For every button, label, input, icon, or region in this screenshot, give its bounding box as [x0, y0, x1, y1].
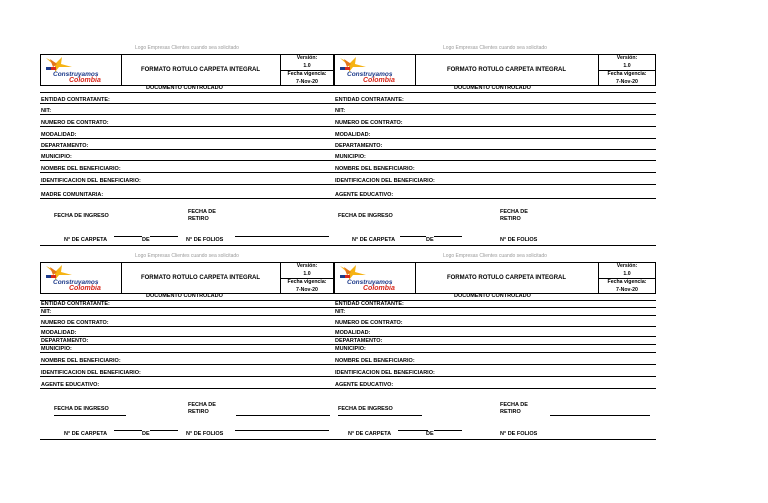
field-rows	[40, 301, 334, 389]
carpeta-label: N° DE CARPETA	[64, 237, 108, 243]
field-row[interactable]	[334, 337, 656, 345]
field-row[interactable]	[334, 327, 656, 337]
de-line[interactable]	[150, 430, 178, 431]
version-value: 1.0	[303, 62, 311, 69]
logo-word-2: Colombia	[363, 285, 395, 292]
de-label: DE	[142, 431, 150, 437]
controlled-doc-bar	[40, 294, 334, 301]
field-row[interactable]	[334, 139, 656, 150]
field-label: NIT:	[41, 108, 52, 114]
field-label: MUNICIPIO:	[41, 346, 72, 352]
field-label: MODALIDAD:	[41, 330, 77, 336]
card-header	[40, 262, 334, 294]
dates-section	[40, 199, 334, 246]
folios-line[interactable]	[235, 236, 329, 237]
logo-word-2: Colombia	[69, 77, 101, 84]
field-rows	[334, 301, 656, 389]
field-row[interactable]	[40, 327, 334, 337]
dates-section	[334, 389, 656, 440]
field-row[interactable]	[40, 365, 334, 377]
label-card	[334, 45, 656, 245]
fecha-retiro-label: FECHA DE	[500, 209, 528, 215]
field-label: NOMBRE DEL BENEFICIARIO:	[335, 166, 415, 172]
form-title: FORMATO ROTULO CARPETA INTEGRAL	[121, 55, 281, 85]
field-row[interactable]	[40, 308, 334, 316]
logo-word-1: Construyamos	[347, 71, 393, 78]
field-row[interactable]	[334, 93, 656, 104]
folios-label: N° DE FOLIOS	[500, 431, 538, 437]
field-label: DEPARTAMENTO:	[41, 143, 89, 149]
form-title: FORMATO ROTULO CARPETA INTEGRAL	[415, 55, 599, 85]
carpeta-line[interactable]	[400, 236, 426, 237]
field-label: IDENTIFICACION DEL BENEFICIARIO:	[41, 178, 141, 184]
field-label: DEPARTAMENTO:	[41, 338, 89, 344]
logo-word-1: Construyamos	[347, 279, 393, 286]
controlled-doc-label: DOCUMENTO CONTROLADO	[146, 293, 223, 299]
controlled-doc-label: DOCUMENTO CONTROLADO	[454, 293, 531, 299]
fecha-ingreso-label: FECHA DE INGRESO	[54, 213, 109, 219]
field-label: IDENTIFICACION DEL BENEFICIARIO:	[41, 370, 141, 376]
field-row[interactable]	[334, 308, 656, 316]
field-label: NIT:	[335, 309, 346, 315]
logo-word-1: Construyamos	[53, 279, 99, 286]
de-label: DE	[426, 237, 434, 243]
field-label: ENTIDAD CONTRATANTE:	[41, 301, 110, 307]
folios-label: N° DE FOLIOS	[186, 431, 224, 437]
field-label: DEPARTAMENTO:	[335, 143, 383, 149]
folios-label: N° DE FOLIOS	[500, 237, 538, 243]
fecha-retiro-label: FECHA DE	[188, 402, 216, 408]
fecha-retiro-line[interactable]	[550, 415, 650, 416]
field-label: NOMBRE DEL BENEFICIARIO:	[41, 166, 121, 172]
company-logo	[335, 55, 416, 85]
field-row[interactable]	[40, 150, 334, 161]
field-label: DEPARTAMENTO:	[335, 338, 383, 344]
client-logo-note: Logo Empresas Clientes cuando sea solicitado	[135, 253, 239, 259]
field-label: IDENTIFICACION DEL BENEFICIARIO:	[335, 178, 435, 184]
field-label: ENTIDAD CONTRATANTE:	[335, 97, 404, 103]
field-label: ENTIDAD CONTRATANTE:	[335, 301, 404, 307]
fecha-retiro-label-2: RETIRO	[500, 409, 521, 415]
field-label: AGENTE EDUCATIVO:	[41, 382, 100, 388]
field-row[interactable]	[334, 365, 656, 377]
field-label: NIT:	[41, 309, 52, 315]
field-row[interactable]	[40, 353, 334, 365]
field-row[interactable]	[40, 104, 334, 115]
field-label: MODALIDAD:	[41, 132, 77, 138]
fecha-retiro-label: FECHA DE	[188, 209, 216, 215]
de-line[interactable]	[150, 236, 178, 237]
date-value: 7-Nov-20	[296, 286, 318, 293]
carpeta-line[interactable]	[114, 236, 142, 237]
field-row[interactable]	[40, 316, 334, 327]
fecha-ingreso-line[interactable]	[338, 415, 422, 416]
carpeta-line[interactable]	[114, 430, 142, 431]
card-header	[334, 54, 656, 86]
field-label: AGENTE EDUCATIVO:	[335, 192, 394, 198]
logo-word-2: Colombia	[363, 77, 395, 84]
carpeta-label: N° DE CARPETA	[64, 431, 108, 437]
fecha-retiro-label-2: RETIRO	[188, 409, 209, 415]
field-label: NOMBRE DEL BENEFICIARIO:	[335, 358, 415, 364]
field-row[interactable]	[334, 316, 656, 327]
date-value: 7-Nov-20	[616, 78, 638, 85]
field-row[interactable]	[40, 139, 334, 150]
company-logo	[41, 55, 122, 85]
de-line[interactable]	[434, 236, 462, 237]
field-row[interactable]	[40, 377, 334, 389]
fecha-ingreso-label: FECHA DE INGRESO	[338, 406, 393, 412]
fecha-retiro-label-2: RETIRO	[500, 216, 521, 222]
version-label: Versión:	[616, 263, 638, 269]
field-row[interactable]	[40, 345, 334, 353]
version-value: 1.0	[303, 270, 311, 277]
date-value: 7-Nov-20	[616, 286, 638, 293]
field-row[interactable]	[334, 185, 656, 199]
field-label: NUMERO DE CONTRATO:	[335, 320, 403, 326]
fecha-retiro-label-2: RETIRO	[188, 216, 209, 222]
de-line[interactable]	[434, 430, 462, 431]
controlled-doc-bar	[334, 86, 656, 93]
field-rows	[40, 93, 334, 199]
carpeta-label: N° DE CARPETA	[352, 237, 396, 243]
date-label: Fecha vigencia:	[599, 278, 655, 287]
field-row[interactable]	[40, 337, 334, 345]
label-card	[40, 253, 334, 439]
field-label: NUMERO DE CONTRATO:	[41, 120, 109, 126]
field-row[interactable]	[334, 127, 656, 139]
field-rows	[334, 93, 656, 199]
field-label: NIT:	[335, 108, 346, 114]
card-header	[40, 54, 334, 86]
date-label: Fecha vigencia:	[599, 70, 655, 79]
logo-word-2: Colombia	[69, 285, 101, 292]
de-label: DE	[426, 431, 434, 437]
date-label: Fecha vigencia:	[281, 278, 333, 287]
version-box	[599, 55, 655, 85]
field-row[interactable]	[334, 150, 656, 161]
folios-label: N° DE FOLIOS	[186, 237, 224, 243]
controlled-doc-label: DOCUMENTO CONTROLADO	[454, 85, 531, 91]
field-label: MODALIDAD:	[335, 132, 371, 138]
version-label: Versión:	[296, 263, 318, 269]
fecha-ingreso-label: FECHA DE INGRESO	[54, 406, 109, 412]
field-label: NUMERO DE CONTRATO:	[335, 120, 403, 126]
label-card	[334, 253, 656, 439]
card-header	[334, 262, 656, 294]
field-label: AGENTE EDUCATIVO:	[335, 382, 394, 388]
field-row[interactable]	[334, 115, 656, 127]
version-value: 1.0	[623, 270, 631, 277]
client-logo-note: Logo Empresas Clientes cuando sea solicitado	[443, 45, 547, 51]
logo-word-1: Construyamos	[53, 71, 99, 78]
field-row[interactable]	[334, 161, 656, 173]
form-title: FORMATO ROTULO CARPETA INTEGRAL	[415, 263, 599, 293]
version-label: Versión:	[616, 55, 638, 61]
version-box	[599, 263, 655, 293]
version-value: 1.0	[623, 62, 631, 69]
folios-line[interactable]	[235, 430, 329, 431]
version-label: Versión:	[296, 55, 318, 61]
client-logo-note: Logo Empresas Clientes cuando sea solicitado	[135, 45, 239, 51]
field-label: NOMBRE DEL BENEFICIARIO:	[41, 358, 121, 364]
company-logo	[335, 263, 416, 293]
field-label: MUNICIPIO:	[335, 346, 366, 352]
field-row[interactable]	[334, 353, 656, 365]
controlled-doc-bar	[334, 294, 656, 301]
field-row[interactable]	[40, 115, 334, 127]
field-label: MUNICIPIO:	[41, 154, 72, 160]
client-logo-note: Logo Empresas Clientes cuando sea solicitado	[443, 253, 547, 259]
field-row[interactable]	[40, 161, 334, 173]
field-row[interactable]	[334, 377, 656, 389]
field-label: IDENTIFICACION DEL BENEFICIARIO:	[335, 370, 435, 376]
field-label: MADRE COMUNITARIA:	[41, 192, 104, 198]
date-value: 7-Nov-20	[296, 78, 318, 85]
field-row[interactable]	[40, 93, 334, 104]
version-box	[281, 55, 333, 85]
field-row[interactable]	[40, 301, 334, 308]
controlled-doc-bar	[40, 86, 334, 93]
carpeta-line[interactable]	[398, 430, 428, 431]
fecha-retiro-line[interactable]	[236, 415, 330, 416]
field-row[interactable]	[334, 345, 656, 353]
form-title: FORMATO ROTULO CARPETA INTEGRAL	[121, 263, 281, 293]
field-label: MODALIDAD:	[335, 330, 371, 336]
field-row[interactable]	[334, 173, 656, 185]
field-row[interactable]	[40, 173, 334, 185]
dates-section	[334, 199, 656, 246]
dates-section	[40, 389, 334, 440]
version-box	[281, 263, 333, 293]
fecha-ingreso-line[interactable]	[54, 415, 126, 416]
field-row[interactable]	[40, 185, 334, 199]
fecha-ingreso-label: FECHA DE INGRESO	[338, 213, 393, 219]
field-label: NUMERO DE CONTRATO:	[41, 320, 109, 326]
date-label: Fecha vigencia:	[281, 70, 333, 79]
field-label: ENTIDAD CONTRATANTE:	[41, 97, 110, 103]
de-label: DE	[142, 237, 150, 243]
carpeta-label: N° DE CARPETA	[348, 431, 392, 437]
field-row[interactable]	[334, 301, 656, 308]
field-label: MUNICIPIO:	[335, 154, 366, 160]
company-logo	[41, 263, 122, 293]
fecha-retiro-label: FECHA DE	[500, 402, 528, 408]
field-row[interactable]	[334, 104, 656, 115]
controlled-doc-label: DOCUMENTO CONTROLADO	[146, 85, 223, 91]
label-card	[40, 45, 334, 245]
field-row[interactable]	[40, 127, 334, 139]
